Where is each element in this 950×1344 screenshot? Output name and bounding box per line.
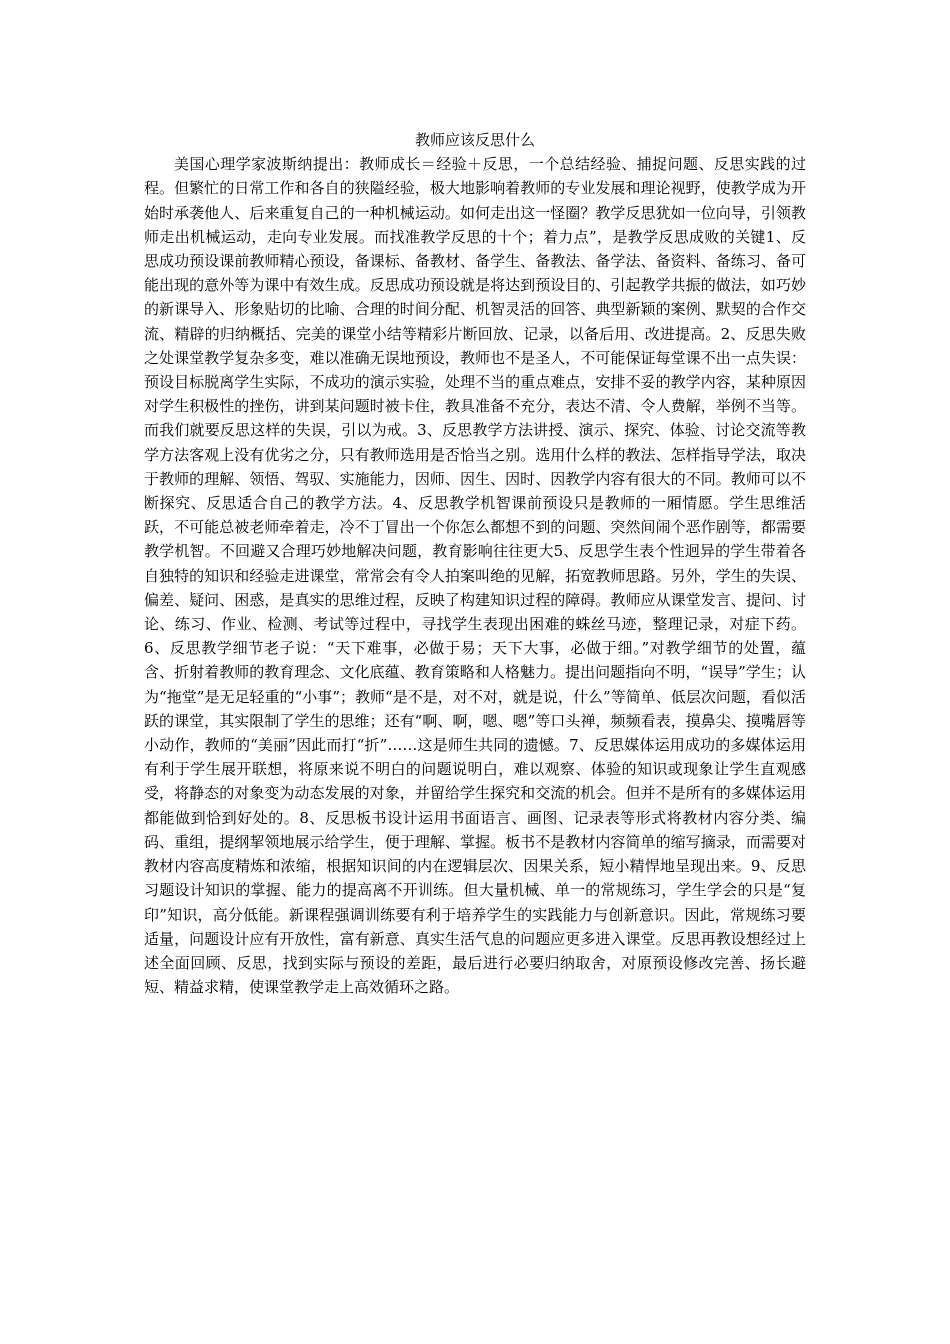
document-page <box>144 128 806 999</box>
document-title: 教师应该反思什么 <box>414 131 535 149</box>
document-body-paragraph: 美国心理学家波斯纳提出：教师成长＝经验＋反思，一个总结经验、捕捉问题、反思实践的过程。但繁忙的日常工作和各自的狭隘经验，极大地影响着教师的专业发展和理论视野，使教学成为开始时承袭他人、后来重复自己的一种机械运动。如何走出这一怪圈？教学反思犹如一位向导，引领教师走出机械运动，走向专业发展。而找准教学反思的十个；着力点”，是教学反思成败的关键1、反思成功预设课前教师精心预设，备课标、备教材、备学生、备教法、备学法、备资料、备练习、备可能出现的意外等为课中有效生成。反思成功预设就是将达到预设目的、引起教学共振的做法，如巧妙的新课导入、形象贴切的比喻、合理的时间分配、机智灵活的回答、典型新颖的案例、默契的合作交流、精辟的归纳概括、完美的课堂小结等精彩片断回放、记录，以备后用、改进提高。2、反思失败之处课堂教学复杂多变，难以准确无误地预设，教师也不是圣人，不可能保证每堂课不出一点失误：预设目标脱离学生实际，不成功的演示实验，处理不当的重点难点，安排不妥的教学内容，某种原因对学生积极性的挫伤，讲到某问题时被卡住，教具准备不充分，表达不清、令人费解，举例不当等。而我们就要反思这样的失误，引以为戒。3、反思教学方法讲授、演示、探究、体验、讨论交流等教学方法客观上没有优劣之分，只有教师选用是否恰当之别。选用什么样的教法、怎样指导学法，取决于教师的理解、领悟、驾驭、实施能力，因师、因生、因时、因教学内容有很大的不同。教师可以不断探究、反思适合自己的教学方法。4、反思教学机智课前预设只是教师的一厢情愿。学生思维活跃，不可能总被老师牵着走，冷不丁冒出一个你怎么都想不到的问题、突然间闹个恶作剧等，都需要教学机智。不回避又合理巧妙地解决问题，教育影响往往更大5、反思学生表个性迥异的学生带着各自独特的知识和经验走进课堂，常常会有令人拍案叫绝的见解，拓宽教师思路。另外，学生的失误、偏差、疑问、困惑，是真实的思维过程，反映了构建知识过程的障碍。教师应从课堂发言、提问、讨论、练习、作业、检测、考试等过程中，寻找学生表现出困难的蛛丝马迹，整理记录，对症下药。6、反思教学细节老子说：“天下难事，必做于易；天下大事，必做于细。”对教学细节的处置，蕴含、折射着教师的教育理念、文化底蕴、教育策略和人格魅力。提出问题指向不明，“误导”学生；认为“拖堂”是无足轻重的“小事”；教师“是不是，对不对，就是说，什么”等简单、低层次问题，看似活跃的课堂，其实限制了学生的思维；还有“啊、啊，嗯、嗯”等口头禅，频频看表，摸鼻尖、摸嘴唇等小动作，教师的“美丽”因此而打“折”……这是师生共同的遗憾。7、反思媒体运用成功的多媒体运用有利于学生展开联想，将原来说不明白的问题说明白，难以观察、体验的知识或现象让学生直观感受，将静态的对象变为动态发展的对象，并留给学生探究和交流的机会。但并不是所有的多媒体运用都能做到恰到好处的。8、反思板书设计运用书面语言、画图、记录表等形式将教材内容分类、编码、重组，提纲挈领地展示给学生，便于理解、掌握。板书不是教材内容简单的缩写摘录，而需要对教材内容高度精炼和浓缩，根据知识间的内在逻辑层次、因果关系，短小精悍地呈现出来。9、反思习题设计知识的掌握、能力的提高离不开训练。但大量机械、单一的常规练习，学生学会的只是“复印”知识，高分低能。新课程强调训练要有利于培养学生的实践能力与创新意识。因此，常规练习要适量，问题设计应有开放性，富有新意、真实生活气息的问题应更多进入课堂。反思再教设想经过上述全面回顾、反思，找到实际与预设的差距，最后进行必要归纳取舍，对原预设修改完善、扬长避短、精益求精，使课堂教学走上高效循环之路。 <box>144 155 806 997</box>
